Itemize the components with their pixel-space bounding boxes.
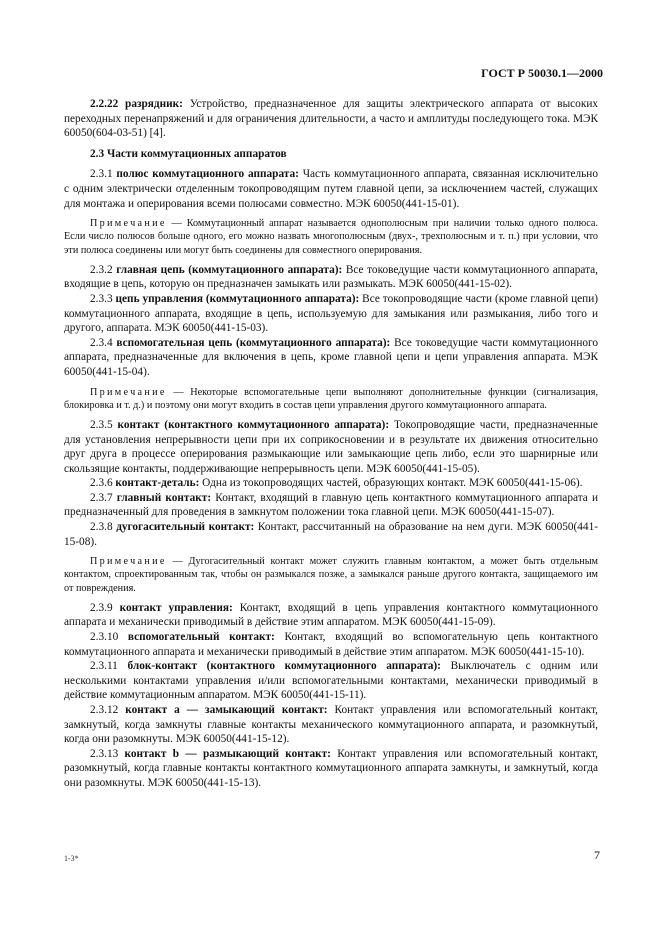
paragraph-text: Одна из токопроводящих частей, образующих контакт. МЭК 60050(441-15-06). (199, 477, 583, 490)
paragraph-2-3-2 (64, 263, 598, 292)
term: главная цепь (коммутационного аппарата): (116, 263, 343, 276)
clause-number: 2.3.8 (90, 521, 117, 534)
note (64, 217, 598, 257)
note-label: Примечание (90, 556, 167, 568)
term: цепь управления (коммутационного аппарата): (115, 292, 360, 305)
note-text: — Некоторые вспомогательные цепи выполняют дополнительные функции (сигнализация, блокировка и т. д.) и поэтому они могут входить в состав цепи управления другого коммутационного аппарата. (64, 386, 598, 411)
clause-number: 2.3.4 (90, 336, 117, 349)
clause-number: 2.3.9 (90, 601, 120, 614)
paragraph-2-3-13 (64, 747, 598, 791)
paragraph-text: Контакт, входящий в цепь управления контактного коммутационного аппарата и механически приводимый в действие этим аппаратом. МЭК 60050(441-15-09). (64, 601, 598, 629)
term: контакт a — замыкающий контакт: (125, 704, 328, 717)
paragraph-text: Контакт, входящий в главную цепь контактного коммутационного аппарата и предназначенный для проведения в замкнутом положении тока главной цепи. МЭК 60050(441-15-07). (64, 491, 598, 519)
term: вспомогательный контакт: (127, 631, 275, 644)
paragraph-2-3-6 (64, 476, 598, 491)
section-heading: 2.3 Части коммутационных аппаратов (90, 147, 287, 160)
paragraph-2-3-12 (64, 703, 598, 747)
document-body (64, 97, 598, 791)
term: вспомогательная цепь (коммутационного аппарата): (116, 336, 391, 349)
clause-number: 2.3.2 (90, 263, 117, 276)
note-text: — Дугогасительный контакт может служить главным контактом, а может быть отдельным контактом, спроектированным так, чтобы он размыкался позже, а замыкался раньше другого контакта, защищаемого им от повреждения. (64, 556, 598, 594)
clause-number: 2.3.11 (90, 660, 128, 673)
term: дугогасительный контакт: (116, 521, 255, 534)
paragraph-2-3-3 (64, 292, 598, 336)
term: контакт управления: (119, 601, 233, 614)
paragraph-text: Контакт управления или вспомогательный контакт, замкнутый, когда замкнуты главные контакты механического коммутационного аппарата, и разомкнутый, когда они разомкнуты. МЭК 60050(441-15-12). (64, 704, 598, 746)
note (64, 555, 598, 595)
note-text: — Коммутационный аппарат называется однополюсным при наличии только одного полюса. Если число полюсов больше одного, его можно назвать многополюсным (двух-, трехполюсным и т. п.) при условии, что эти полюса соединены или могут быть соединены для совместного оперирования. (64, 218, 598, 256)
clause-number: 2.3.5 (90, 418, 118, 431)
paragraph-2-3-7 (64, 491, 598, 520)
term: 2.2.22 разрядник: (90, 98, 183, 110)
paragraph-text: Токопроводящие части, предназначенные для установления непрерывности цепи при их соприкосновении и в результате их движения относительно друг друга в процессе оперирования размыкающие или замыкающие цепь либо, если это шарнирные или скользящие контакты, поддерживающие непрерывность цепи. МЭК 60050(441-15-05). (64, 418, 599, 475)
note-label: Примечание (90, 218, 167, 230)
signature-mark: 1-3* (64, 854, 79, 863)
paragraph-text: Все токопроводящие части (кроме главной цепи) коммутационного аппарата, входящие в цепь, используемую для замыкания или размыкания, либо того и другого, аппарата. МЭК 60050(441-15-03). (64, 292, 598, 335)
paragraph-text: Все токоведущие части коммутационного аппарата, предназначенные для включения в цепь, кроме главной цепи и цепи управления аппарата. МЭК 60050(441-15-04). (64, 336, 599, 378)
paragraph-text: Контакт управления или вспомогательный контакт, разомкнутый, когда главные контакты контактного коммутационного аппарата замкнуты, и замкнутый, когда они разомкнуты. МЭК 60050(441-15-13). (64, 747, 598, 789)
paragraph-text: Часть коммутационного аппарата, связанная исключительно с одним электрически отделенным токопроводящим путем главной цепи, за исключением частей, служащих для монтажа и оперирования всеми полюсами совместно. МЭК 60050(441-15-01). (64, 168, 599, 210)
clause-number: 2.3.3 (90, 292, 116, 305)
term: полюс коммутационного аппарата: (116, 168, 299, 181)
paragraph-2-2-22 (64, 97, 598, 141)
term: блок-контакт (контактного коммутационного аппарата): (127, 660, 441, 673)
paragraph-2-3-9 (64, 601, 598, 630)
paragraph-2-3-10 (64, 630, 598, 659)
paragraph-text: Все токоведущие части коммутационного аппарата, входящие в цепь, которую он предназначен замыкать или размыкать. МЭК 60050(441-15-02). (64, 263, 598, 291)
clause-number: 2.3.7 (90, 491, 117, 504)
term: контакт (контактного коммутационного аппарата): (117, 418, 390, 431)
paragraph-2-3-8 (64, 520, 598, 549)
paragraph-2-3-1 (64, 167, 598, 211)
paragraph-text: Контакт, входящий во вспомогательную цепь контактного коммутационного аппарата и механически приводимый в действие этим аппаратом. МЭК 60050(441-15-10). (64, 631, 598, 658)
paragraph-text: Контакт, рассчитанный на образование на нем дуги. МЭК 60050(441-15-08). (64, 521, 598, 548)
note (64, 386, 598, 412)
paragraph-text: Выключатель с одним или несколькими контактами управления и/или вспомогательными контактами, механически приводимый в действие коммутационным аппаратом. МЭК 60050(441-15-11). (64, 660, 598, 702)
document-header: ГОСТ Р 50030.1—2000 (481, 66, 603, 80)
paragraph-2-3-4 (64, 336, 598, 380)
term: контакт b — размыкающий контакт: (124, 747, 331, 760)
clause-number: 2.3.13 (90, 747, 125, 760)
note-label: Примечание (90, 386, 167, 398)
paragraph-2-3-5 (64, 418, 598, 476)
clause-number: 2.3.6 (90, 477, 116, 490)
term: контакт-деталь: (115, 477, 200, 490)
page-number: 7 (594, 848, 600, 862)
clause-number: 2.3.12 (90, 704, 126, 717)
paragraph-text: Устройство, предназначенное для защиты электрического аппарата от высоких переходных перенапряжений и для ограничения длительности, а часто и амплитуды последующего тока. МЭК 60050(604-03-51) [4]. (64, 98, 599, 140)
term: главный контакт: (116, 491, 212, 504)
paragraph-2-3-11 (64, 659, 598, 703)
clause-number: 2.3.10 (90, 631, 128, 644)
clause-number: 2.3.1 (90, 168, 117, 181)
